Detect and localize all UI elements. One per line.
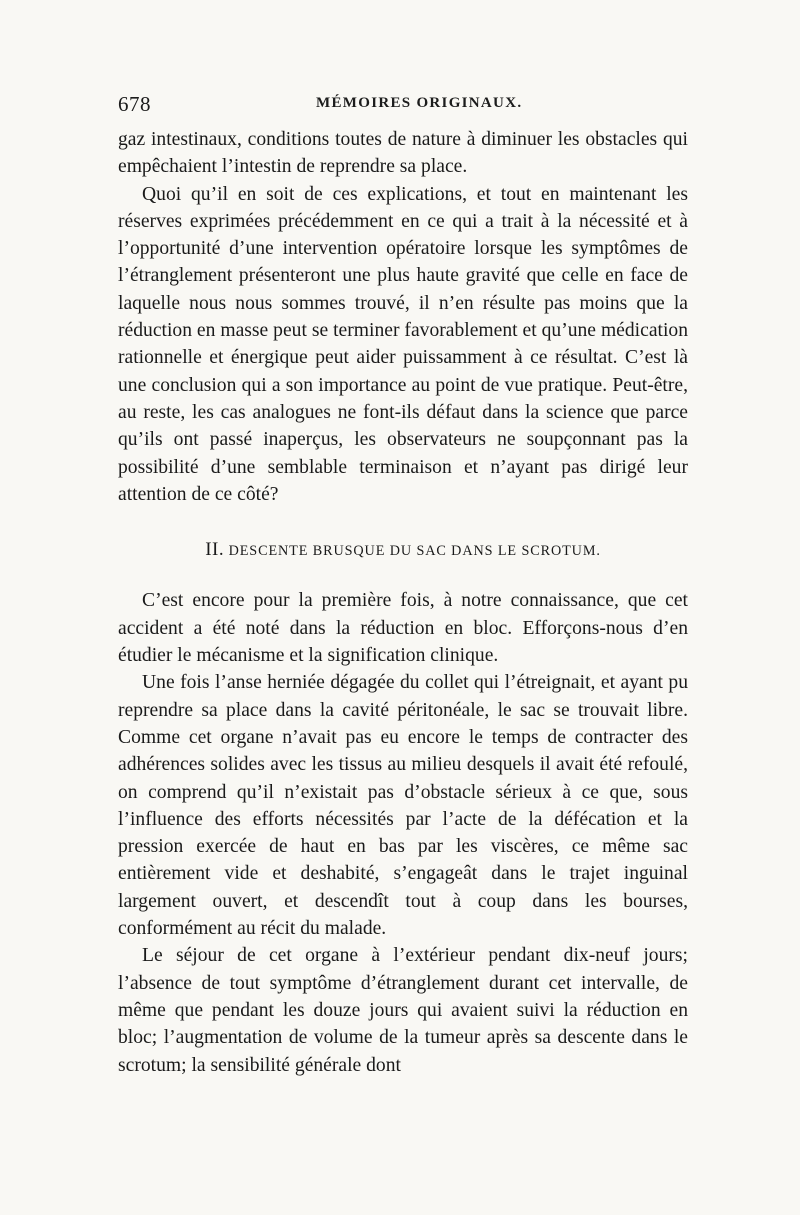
section-title: DESCENTE BRUSQUE DU SAC DANS LE SCROTUM. [228,543,601,560]
paragraph-mechanism: Une fois l’anse herniée dégagée du collet qui l’étreignait, et ayant pu reprendre sa place dans la cavité péritonéale, le sac se trouvait libre. Comme cet organe n’avait pas eu encore le temps de contracter des adhérences solides avec les tissus au milieu desquels il avait été refoulé, on comprend qu’il n’existait pas d’obstacle sérieux à ce que, sous l’influence des efforts nécessités par l’acte de la défécation et la pression exercée de haut en bas par les viscères, ce même sac entièrement vide et deshabité, s’engageât dans le trajet inguinal largement ouvert, et descendît tout à coup dans les bourses, conformément au récit du malade. [118,672,688,940]
page-number: 678 [118,92,151,116]
paragraph-conclusion: Quoi qu’il en soit de ces explications, et tout en maintenant les réserves exprimées précédemment en ce qui a trait à la nécessité et à l’opportunité d’une intervention opératoire lorsque les symptômes de l’étranglement présenteront une plus haute gravité que celle en face de laquelle nous nous sommes trouvé, il n’en résulte pas moins que la réduction en masse peut se terminer favorablement et qu’une médication rationnelle et énergique peut aider puissamment à ce résultat. C’est là une conclusion qui a son importance au point de vue pratique. Peut-être, au reste, les cas analogues ne font-ils défaut dans la science que parce qu’ils ont passé inaperçus, les observateurs ne soupçonnant pas la possibilité d’une semblable terminaison et n’ayant pas dirigé leur attention de ce côté? [118,183,688,505]
paragraph-sojourn: Le séjour de cet organe à l’extérieur pendant dix-neuf jours; l’absence de tout symptôme d’étranglement durant cet intervalle, de même que pendant les douze jours qui avaient suivi la réduction en bloc; l’augmentation de volume de la tumeur après sa descente dans le scrotum; la sensibilité générale dont [118,945,688,1076]
paragraph-intro: C’est encore pour la première fois, à notre connaissance, que cet accident a été noté dans la réduction en bloc. Efforçons-nous d’en étudier le mécanisme et la signification clinique. [118,590,688,667]
running-title: MÉMOIRES ORIGINAUX. [316,95,523,111]
paragraph-continuation: gaz intestinaux, conditions toutes de nature à diminuer les obstacles qui empêchaient l’intestin de reprendre sa place. [118,129,688,178]
body-text [118,126,688,1079]
section-number: II. [205,539,225,561]
section-heading [118,536,688,565]
running-head [118,92,688,122]
